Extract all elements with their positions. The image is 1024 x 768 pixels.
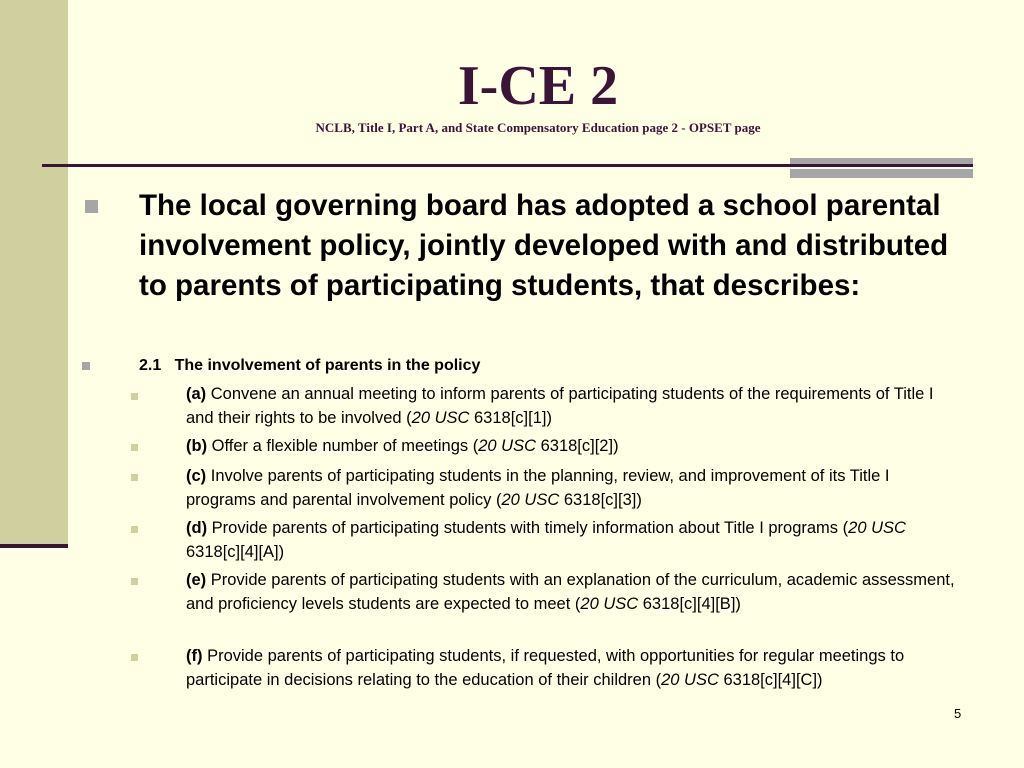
header-rule-dark: [42, 164, 973, 167]
item-reference: 6318[c][1]): [469, 409, 552, 427]
left-decorative-band: [0, 0, 68, 547]
slide-subtitle: NCLB, Title I, Part A, and State Compensatory Education page 2 - OPSET page: [315, 120, 761, 135]
item-text: Provide parents of participating students, if requested, with opportunities for regular meetings to participate in decisions relating to the education of their children (: [186, 647, 905, 689]
small-square-bullet-icon: [131, 578, 138, 585]
item-citation: 20 USC: [580, 595, 639, 613]
list-item-a: [186, 382, 961, 430]
square-bullet-icon: [82, 362, 90, 370]
slide-title: I-CE 2: [457, 55, 619, 117]
list-item-c: [186, 464, 961, 512]
item-text: Offer a flexible number of meetings (: [207, 437, 479, 455]
section-heading: 2.1 The involvement of parents in the policy: [139, 357, 481, 374]
item-letter: (f): [186, 647, 203, 665]
item-letter: (a): [186, 385, 207, 403]
small-square-bullet-icon: [131, 393, 138, 400]
title-block: [68, 56, 1008, 136]
item-citation: 20 USC: [661, 671, 719, 689]
small-square-bullet-icon: [131, 526, 138, 533]
item-text: Provide parents of participating students with timely information about Title I programs (: [207, 519, 849, 537]
item-citation: 20 USC: [478, 437, 537, 455]
item-letter: (c): [186, 467, 207, 485]
item-letter: (b): [186, 437, 208, 455]
list-item-e: [186, 568, 961, 616]
small-square-bullet-icon: [131, 474, 138, 481]
main-point: The local governing board has adopted a school parental involvement policy, jointly developed with and distributed to parents of participating students, that describes:: [139, 189, 949, 302]
small-square-bullet-icon: [131, 654, 138, 661]
item-letter: (e): [186, 571, 207, 589]
item-citation: 20 USC: [848, 519, 906, 537]
list-item-d: [186, 516, 961, 564]
page-number: 5: [954, 706, 962, 721]
item-letter: (d): [186, 519, 208, 537]
item-text: Provide parents of participating students with an explanation of the curriculum, academic assessment, and proficiency levels students are expected to meet (: [186, 571, 955, 613]
item-reference: 6318[c][3]): [559, 491, 642, 509]
list-item-f: [186, 644, 961, 692]
list-item-b: [186, 434, 961, 458]
item-text: Involve parents of participating students in the planning, review, and improvement of its Title I programs and parental involvement policy (: [186, 467, 890, 509]
small-square-bullet-icon: [131, 444, 138, 451]
item-reference: 6318[c][4][B]): [638, 595, 741, 613]
item-citation: 20 USC: [501, 491, 560, 509]
item-reference: 6318[c][4][C]): [718, 671, 823, 689]
item-reference: 6318[c][2]): [536, 437, 619, 455]
item-text: Convene an annual meeting to inform parents of participating students of the requirements of Title I and their rights to be involved (: [186, 385, 934, 427]
square-bullet-icon: [85, 200, 98, 213]
left-band-rule: [0, 544, 68, 548]
header-rule-grey-bottom: [790, 169, 973, 178]
item-citation: 20 USC: [411, 409, 470, 427]
item-reference: 6318[c][4][A]): [186, 543, 285, 561]
